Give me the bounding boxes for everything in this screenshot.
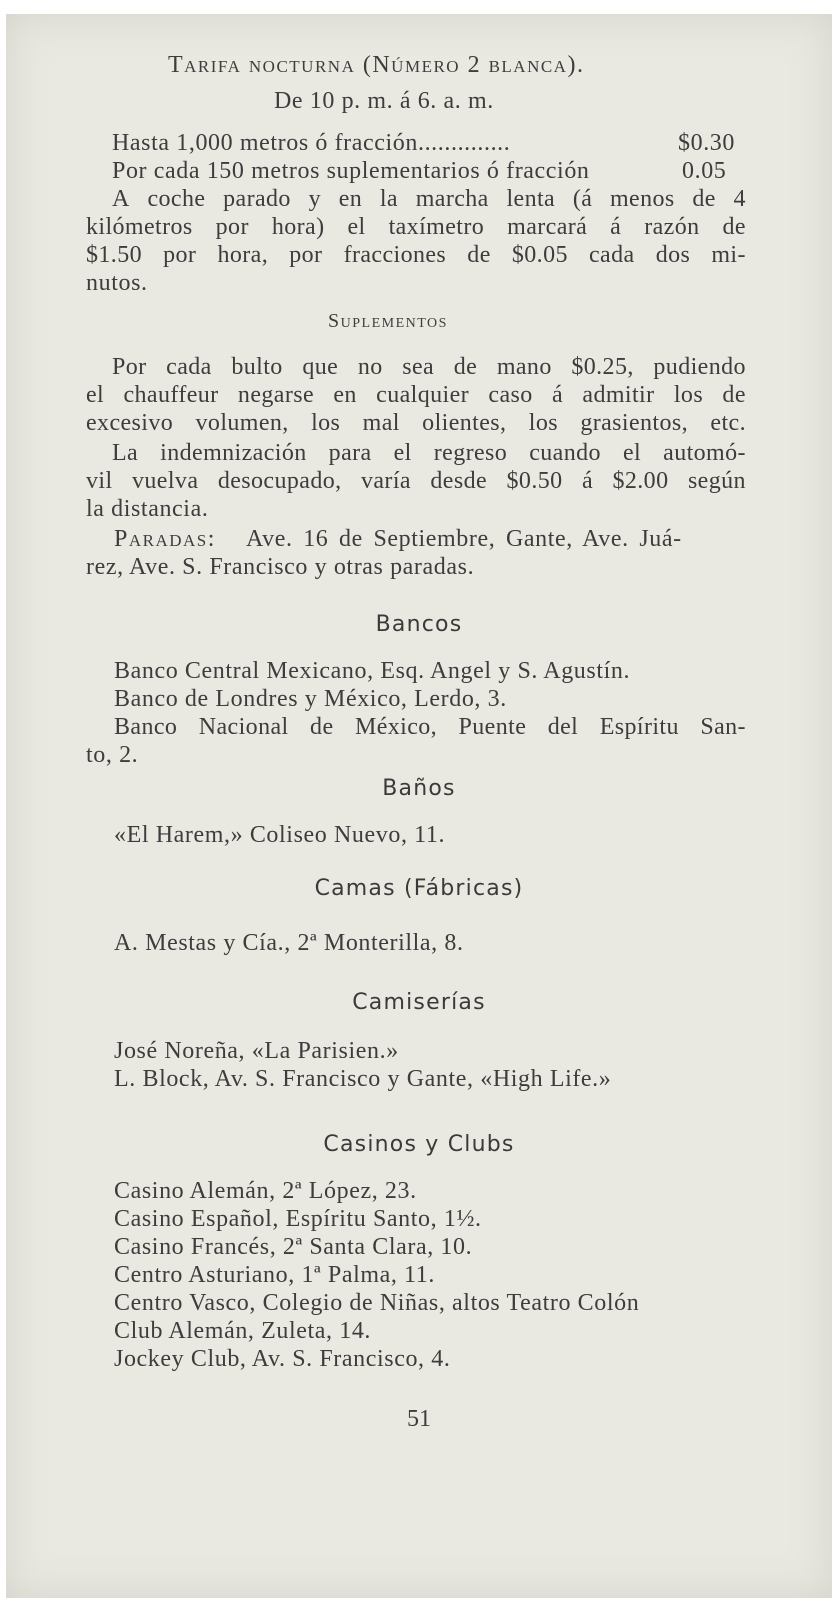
tarifa-hours: De 10 p. m. á 6. a. m. [274, 88, 494, 114]
casinos-heading: Casinos y Clubs [323, 1132, 515, 1157]
text-line: vil vuelva desocupado, varía desde $0.50 á $2.00 según [86, 468, 746, 494]
document-page [6, 14, 832, 1598]
rate2-label: Por cada 150 metros suplementarios ó fracción [112, 158, 590, 184]
rate1-label: Hasta 1,000 metros ó fracción.............. [112, 130, 511, 156]
bancos-heading: Bancos [375, 612, 463, 637]
rate1-price: $0.30 [678, 130, 735, 156]
list-item: Centro Asturiano, 1ª Palma, 11. [114, 1262, 435, 1288]
text-line: Por cada bulto que no sea de mano $0.25, pudiendo [112, 354, 746, 380]
tarifa-title: Tarifa nocturna (Número 2 blanca). [168, 52, 585, 78]
list-item: Casino Francés, 2ª Santa Clara, 10. [114, 1234, 473, 1260]
camas-heading: Camas (Fábricas) [314, 876, 524, 901]
suplementos-title: Suplementos [328, 310, 448, 332]
list-item: Banco Central Mexicano, Esq. Angel y S. Agustín. [114, 658, 631, 684]
list-item: Centro Vasco, Colegio de Niñas, altos Teatro Colón [114, 1290, 640, 1316]
list-item: Jockey Club, Av. S. Francisco, 4. [114, 1346, 451, 1372]
list-item: Casino Español, Espíritu Santo, 1½. [114, 1206, 482, 1232]
bancos-list [86, 14, 746, 814]
text-line: Ave. 16 de Septiembre, Gante, Ave. Juá- [246, 526, 682, 552]
list-item: Club Alemán, Zuleta, 14. [114, 1318, 372, 1344]
list-item: Banco de Londres y México, Lerdo, 3. [114, 686, 507, 712]
list-item: «El Harem,» Coliseo Nuevo, 11. [114, 822, 446, 848]
list-item: A. Mestas y Cía., 2ª Monterilla, 8. [114, 930, 464, 956]
text-line: La indemnización para el regreso cuando el automó- [112, 440, 746, 466]
text-line: kilómetros por hora) el taxímetro marcará á razón de [86, 214, 746, 240]
text-line: el chauffeur negarse en cualquier caso á admitir los de [86, 382, 746, 408]
text-line: nutos. [86, 270, 148, 296]
text-line: excesivo volumen, los mal olientes, los grasientos, etc. [86, 410, 746, 436]
rate2-price: 0.05 [682, 158, 727, 184]
list-item: to, 2. [86, 742, 139, 768]
list-item: Casino Alemán, 2ª López, 23. [114, 1178, 417, 1204]
text-line: rez, Ave. S. Francisco y otras paradas. [86, 554, 475, 580]
banos-heading: Baños [382, 776, 456, 801]
list-item: José Noreña, «La Parisien.» [114, 1038, 399, 1064]
list-item: Banco Nacional de México, Puente del Espíritu San- [114, 714, 746, 740]
text-line: $1.50 por hora, por fracciones de $0.05 cada dos mi- [86, 242, 746, 268]
paradas-label: Paradas: [114, 526, 216, 552]
text-line: A coche parado y en la marcha lenta (á menos de 4 [112, 186, 746, 212]
text-line: la distancia. [86, 496, 209, 522]
page-number: 51 [407, 1406, 431, 1432]
camiserias-heading: Camiserías [352, 990, 486, 1015]
list-item: L. Block, Av. S. Francisco y Gante, «High Life.» [114, 1066, 612, 1092]
